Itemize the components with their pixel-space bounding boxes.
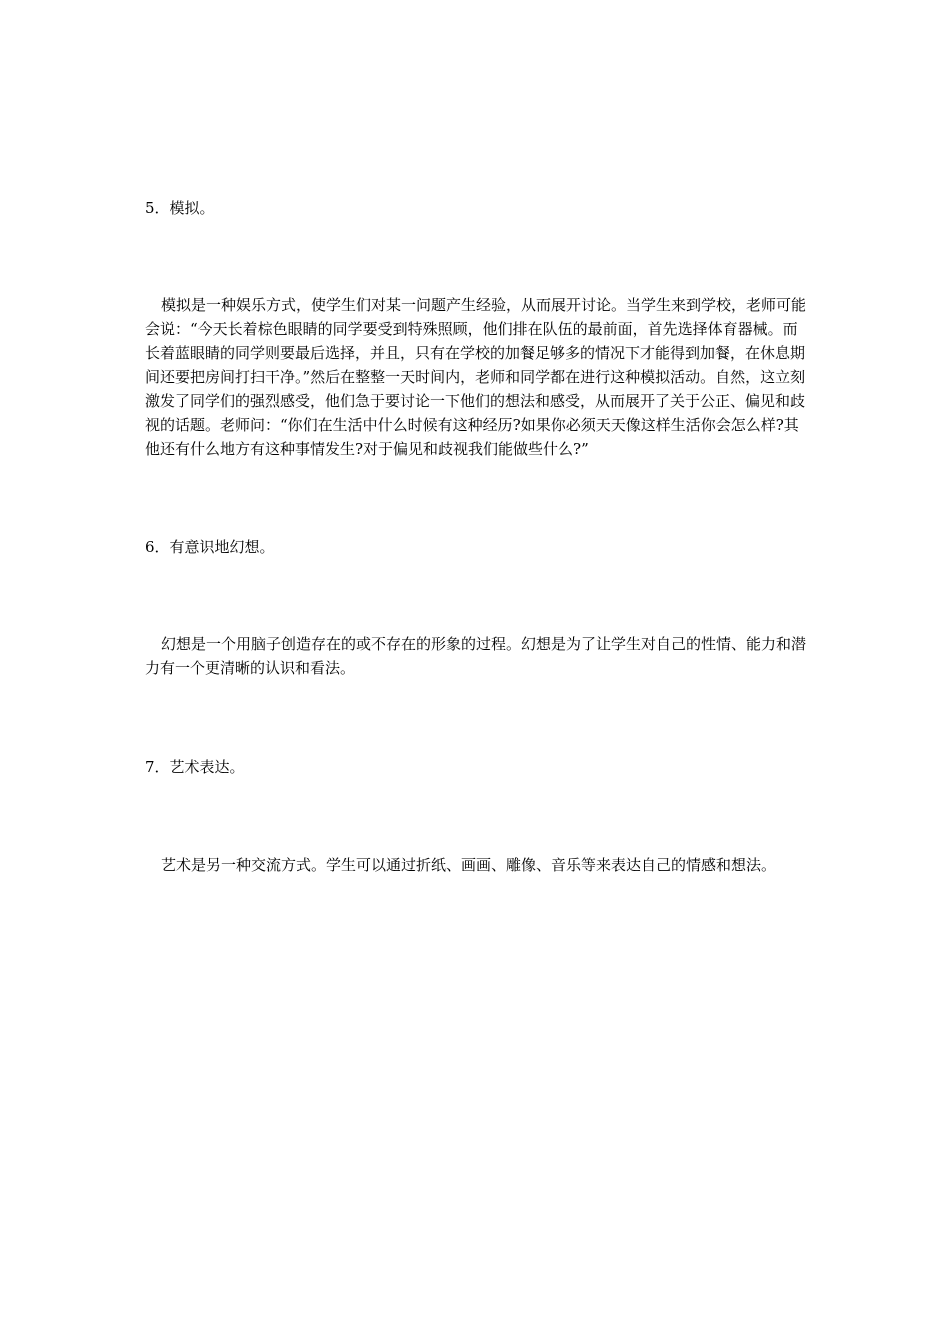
section-paragraph-fantasy: 幻想是一个用脑子创造存在的或不存在的形象的过程。幻想是为了让学生对自己的性情、能力和潜力有一个更清晰的认识和看法。 [145, 635, 807, 677]
section-heading-fantasy: 6．有意识地幻想。 [145, 538, 275, 556]
section-paragraph-art-expression: 艺术是另一种交流方式。学生可以通过折纸、画画、雕像、音乐等来表达自己的情感和想法。 [161, 856, 777, 874]
section-heading-simulation: 5．模拟。 [145, 199, 215, 217]
document-body [145, 196, 825, 877]
section-paragraph-simulation: 模拟是一种娱乐方式，使学生们对某一问题产生经验，从而展开讨论。当学生来到学校，老师可能会说：“今天长着棕色眼睛的同学要受到特殊照顾，他们排在队伍的最前面，首先选择体育器械。而长着蓝眼睛的同学则要最后选择，并且，只有在学校的加餐足够多的情况下才能得到加餐，在休息期间还要把房间打扫干净。”然后在整整一天时间内，老师和同学都在进行这种模拟活动。自然，这立刻激发了同学们的强烈感受，他们急于要讨论一下他们的想法和感受，从而展开了关于公正、偏见和歧视的话题。老师问：“你们在生活中什么时候有这种经历?如果你必须天天像这样生活你会怎么样?其他还有什么地方有这种事情发生?对于偏见和歧视我们能做些什么?” [145, 296, 807, 458]
section-heading-art-expression: 7．艺术表达。 [145, 758, 245, 776]
